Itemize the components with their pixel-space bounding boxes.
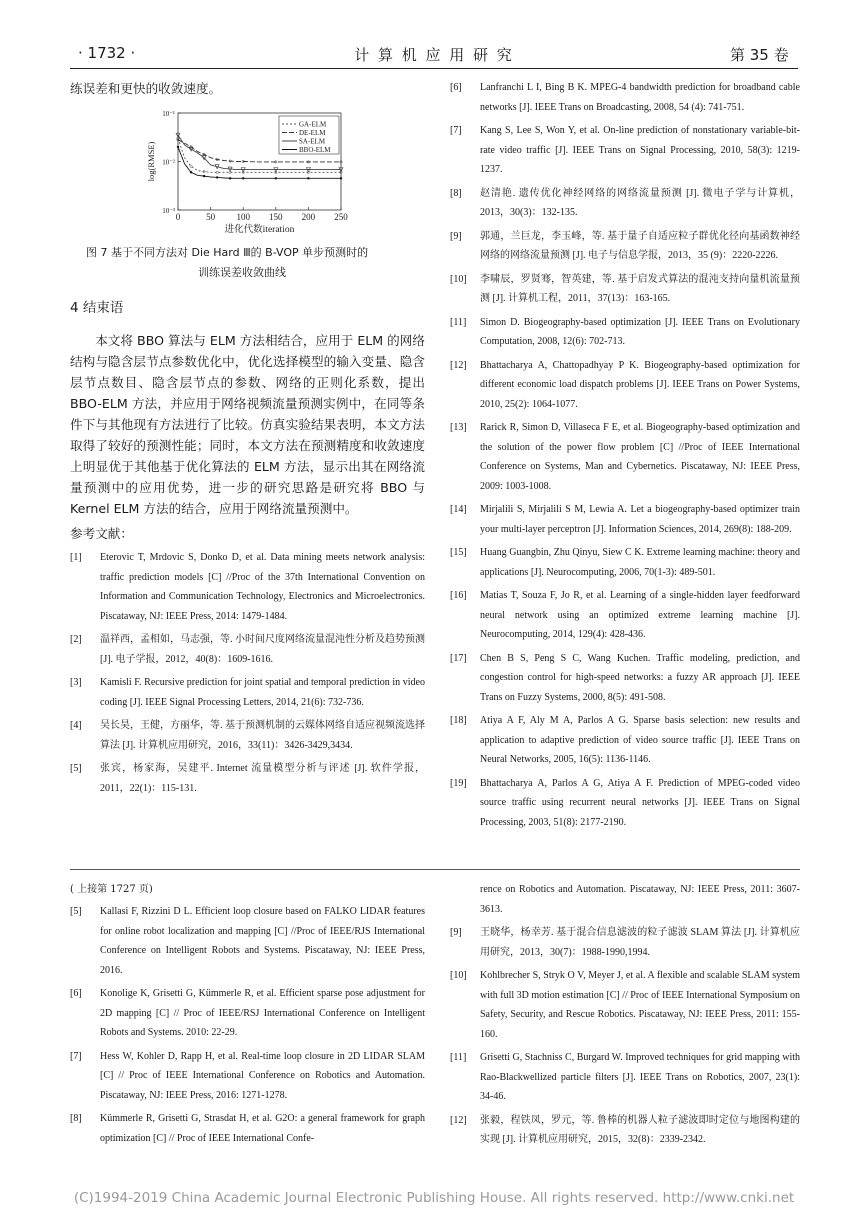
reference-item bbox=[450, 227, 800, 266]
reference-text: Lanfranchi L I, Bing B K. MPEG-4 bandwidth prediction for broadband cable networks [J]. IEEE Trans on Broadcasting, 2008, 54 (4): 741-751. bbox=[480, 82, 800, 113]
legend-label: SA-ELM bbox=[299, 137, 326, 146]
data-point bbox=[275, 177, 277, 179]
reference-item bbox=[450, 313, 800, 352]
reference-text: Bhattacharya A, Chattopadhyay P K. Biogeography-based optimization for different economic load dispatch problems [J]. IEEE Trans on Power Systems, 2010, 25(2): 1064-1077. bbox=[480, 359, 800, 410]
reference-number: [10] bbox=[450, 273, 467, 285]
reference-item bbox=[450, 500, 800, 539]
reference-text: Konolige K, Grisetti G, Kümmerle R, et al. Efficient sparse pose adjustment for 2D mapping [C] // Proc of IEEE/RSJ International Conference on Intelligent Robots and Systems. 2010: 22-29. bbox=[100, 988, 425, 1038]
reference-number: [9] bbox=[450, 230, 462, 242]
reference-item bbox=[450, 270, 800, 309]
continued-left bbox=[70, 880, 425, 1152]
reference-text: Rarick R, Simon D, Villaseca F E, et al. Biogeography-based optimization and the solution of the power flow problem [C] //Proc of IEEE International Conference on Systems, Man and Cybernetics. Piscataway, NJ: IEEE Press, 2009: 1003-1008. bbox=[480, 422, 800, 492]
reference-item bbox=[450, 1048, 800, 1107]
reference-item bbox=[70, 1047, 425, 1106]
reference-number: [8] bbox=[450, 187, 462, 199]
reference-number: [12] bbox=[450, 359, 467, 371]
x-tick-label: 200 bbox=[301, 212, 316, 222]
reference-number: [7] bbox=[450, 125, 462, 136]
journal-title: 计 算 机 应 用 研 究 bbox=[354, 46, 514, 64]
reference-number: [14] bbox=[450, 504, 467, 515]
conclusion-body bbox=[70, 330, 425, 519]
reference-text: 李啸辰，罗贤骞，智英建，等. 基于启发式算法的混沌支持向量机流量预测 [J]. 计算机工程，2011，37(13)：163-165. bbox=[480, 273, 800, 304]
data-point bbox=[229, 177, 231, 179]
reference-number: [4] bbox=[70, 720, 82, 731]
continued-right bbox=[450, 880, 800, 1154]
reference-number: [6] bbox=[450, 82, 462, 93]
reference-text: Matias T, Souza F, Jo R, et al. Learning of a single-hidden layer feedforward neural network using an optimized extreme learning machine [J]. Neurocomputing, 2014, 129(4): 428-436. bbox=[480, 590, 800, 640]
reference-number: [8] bbox=[70, 1113, 82, 1124]
figure-caption-line1: 图 7 基于不同方法对 Die Hard Ⅲ的 B-VOP 单步预测时的 bbox=[86, 246, 369, 259]
reference-text: 张毅，程铁凤，罗元，等. 鲁棒的机器人粒子滤波即时定位与地图构建的实现 [J]. 计算机应用研究，2015，32(8)：2339-2342. bbox=[480, 1114, 800, 1145]
legend-label: DE-ELM bbox=[299, 129, 326, 137]
reference-text: Kang S, Lee S, Won Y, et al. On-line prediction of nonstationary variable-bit-rate video traffic [J]. IEEE Trans on Signal Processing, 2010, 58(3): 1219-1237. bbox=[480, 125, 800, 175]
left-column bbox=[70, 78, 425, 99]
reference-text: Atiya A F, Aly M A, Parlos A G. Sparse basis selection: new results and application to adaptive prediction of video source traffic [J]. IEEE Trans on Neural Networks, 2005, 16(5): 1136-1146. bbox=[480, 715, 800, 765]
convergence-chart bbox=[140, 105, 355, 240]
reference-number: [12] bbox=[450, 1114, 467, 1126]
right-column bbox=[450, 78, 800, 836]
section-divider bbox=[70, 869, 800, 870]
reference-item bbox=[450, 774, 800, 833]
reference-item bbox=[450, 586, 800, 645]
reference-number: [5] bbox=[70, 906, 82, 917]
reference-item bbox=[450, 649, 800, 708]
y-tick-label: 10⁻² bbox=[162, 158, 175, 167]
legend-label: GA-ELM bbox=[299, 120, 327, 129]
reference-number: [1] bbox=[70, 552, 82, 563]
x-axis-label: 进化代数iteration bbox=[224, 225, 295, 235]
references-right-list bbox=[450, 78, 800, 832]
reference-item bbox=[450, 418, 800, 496]
data-point bbox=[216, 176, 218, 178]
data-point bbox=[340, 177, 342, 179]
reference-text: 张宾，杨家海，吴建平. Internet 流量模型分析与评述 [J]. 软件学报，2011，22(1)：115-131. bbox=[100, 763, 425, 794]
reference-text: Grisetti G, Stachniss C, Burgard W. Improved techniques for grid mapping with Rao-Blackwellized particle filters [J]. IEEE Trans on Robotics, 2007, 23(1): 34-46. bbox=[480, 1052, 800, 1102]
reference-number: [15] bbox=[450, 547, 467, 558]
reference-text: Kümmerle R, Grisetti G, Strasdat H, et al. G2O: a general framework for graph optimization [C] // Proc of IEEE International Confe- bbox=[100, 1113, 425, 1144]
reference-text: Hess W, Kohler D, Rapp H, et al. Real-time loop closure in 2D LIDAR SLAM [C] // Proc of IEEE International Conference on Robotics and Automation. Piscataway, NJ: IEEE Press, 2016: 1271-1278. bbox=[100, 1050, 425, 1101]
x-tick-label: 100 bbox=[236, 212, 250, 222]
reference-number: [5] bbox=[70, 763, 82, 774]
reference-number: [16] bbox=[450, 590, 467, 601]
reference-number: [13] bbox=[450, 422, 467, 433]
reference-text: 赵清艳. 遗传优化神经网络的网络流量预测 [J]. 微电子学与计算机，2013，30(3)：132-135. bbox=[480, 187, 800, 218]
reference-number: [18] bbox=[450, 715, 467, 726]
conclusion-paragraph: 本文将 BBO 算法与 ELM 方法相结合，应用于 ELM 的网络结构与隐含层节点参数优化中，优化选择模型的输入变量、隐含层节点数目、隐含层节点的参数、网络的正则化系数，提出 BBO-ELM 方法，并应用于网络视频流量预测实例中，在同等条件下与其他现有方法进行了比较。仿真实验结果表明，本文方法取得了较好的预测性能；同时，本文方法在预测精度和收敛速度上明显优于其他基于优化算法的 ELM 方法，显示出其在网络流量预测中的应用优势，进一步的研究思路是研究将 BBO 与 Kernel ELM 方法的结合，应用于网络流量预测中。 bbox=[70, 333, 425, 516]
reference-item bbox=[70, 759, 425, 798]
y-tick-label: 10⁻³ bbox=[162, 207, 175, 215]
reference-text: 温祥西，孟相如，马志强，等. 小时间尺度网络流量混沌性分析及趋势预测 [J]. 电子学报，2012，40(8)：1609-1616. bbox=[100, 634, 425, 665]
reference-text: Mirjalili S, Mirjalili S M, Lewia A. Let a biogeography-based optimizer train your multi-layer perceptron [J]. Information Sciences, 2014, 269(8): 188-209. bbox=[480, 504, 800, 535]
reference-item bbox=[450, 711, 800, 770]
reference-item bbox=[70, 716, 425, 755]
x-tick-label: 50 bbox=[206, 212, 216, 222]
reference-number: [3] bbox=[70, 677, 82, 688]
page-number: · 1732 · bbox=[78, 44, 136, 62]
reference-item bbox=[70, 630, 425, 669]
x-tick-label: 0 bbox=[175, 212, 181, 222]
intro-line: 练误差和更快的收敛速度。 bbox=[70, 81, 222, 96]
reference-number: [9] bbox=[450, 927, 462, 938]
reference-number: [7] bbox=[70, 1050, 82, 1062]
reference-item bbox=[450, 1111, 800, 1150]
figure-caption-line2: 训练误差收敛曲线 bbox=[198, 266, 286, 279]
reference-item bbox=[70, 673, 425, 712]
reference-item bbox=[450, 966, 800, 1044]
reference-text: Eterovic T, Mrdovic S, Donko D, et al. Data mining meets network analysis: traffic prediction models [C] //Proc of the 37th International Convention on Information and Communication Technology, Electronics and Microelectronics. Piscataway, NJ: IEEE Press, 2014: 1479-1484. bbox=[100, 552, 425, 622]
data-point bbox=[190, 165, 192, 167]
continued-note: ( 上接第 1727 页) bbox=[70, 884, 153, 895]
y-tick-label: 10⁻¹ bbox=[162, 110, 175, 118]
x-tick-label: 250 bbox=[334, 212, 348, 222]
section-title: 4 结束语 bbox=[70, 300, 124, 316]
volume-label: 第 35 卷 bbox=[730, 46, 789, 64]
reference-text: Chen B S, Peng S C, Wang Kuchen. Traffic modeling, prediction, and congestion control for high-speed networks: a fuzzy AR approach [J]. IEEE Trans on Fuzzy Systems, 2000, 8(5): 491-508. bbox=[480, 652, 800, 703]
data-point bbox=[307, 177, 309, 179]
reference-text: 郭通，兰巨龙，李玉峰，等. 基于量子自适应粒子群优化径向基函数神经网络的网络流量预测 [J]. 电子与信息学报，2013，35 (9)：2220-2226. bbox=[480, 230, 800, 261]
reference-item bbox=[450, 543, 800, 582]
data-point bbox=[203, 175, 205, 177]
continued-right-list bbox=[450, 923, 800, 1150]
reference-text: Kallasi F, Rizzini D L. Efficient loop closure based on FALKO LIDAR features for online robot localization and mapping [C] //Proc of IEEE/RJS International Conference on Intelligent Robots and Systems. Piscataway, NJ: IEEE Press, 2016. bbox=[100, 906, 425, 976]
references-left-list bbox=[70, 548, 425, 798]
reference-item bbox=[450, 923, 800, 962]
continued-lead-text: rence on Robotics and Automation. Piscataway, NJ: IEEE Press, 2011: 3607-3613. bbox=[480, 884, 800, 915]
reference-number: [19] bbox=[450, 777, 467, 789]
reference-item bbox=[450, 184, 800, 223]
reference-number: [11] bbox=[450, 316, 467, 328]
reference-item bbox=[450, 356, 800, 415]
reference-item bbox=[70, 548, 425, 626]
references-heading: 参考文献： bbox=[70, 526, 133, 541]
copyright-footer: (C)1994-2019 China Academic Journal Electronic Publishing House. All rights reserved. http://www.cnki.net bbox=[73, 1190, 795, 1206]
reference-item bbox=[70, 902, 425, 980]
reference-item bbox=[70, 984, 425, 1043]
reference-number: [10] bbox=[450, 970, 467, 981]
data-point bbox=[242, 177, 244, 179]
conclusion-section bbox=[70, 296, 425, 802]
reference-number: [17] bbox=[450, 652, 467, 664]
reference-text: 王晓华，杨幸芳. 基于混合信息滤波的粒子滤波 SLAM 算法 [J]. 计算机应用研究，2013，30(7)：1988-1990,1994. bbox=[480, 927, 800, 958]
x-tick-label: 150 bbox=[269, 212, 283, 222]
data-point bbox=[177, 146, 179, 148]
reference-item bbox=[450, 78, 800, 117]
reference-text: Bhattacharya A, Parlos A G, Atiya A F. Prediction of MPEG-coded video source traffic using recurrent neural networks [J]. IEEE Trans on Signal Processing, 2003, 51(8): 2177-2190. bbox=[480, 777, 800, 828]
reference-text: Huang Guangbin, Zhu Qinyu, Siew C K. Extreme learning machine: theory and applications [J]. Neurocomputing, 2006, 70(1-3): 489-501. bbox=[480, 547, 800, 578]
reference-number: [11] bbox=[450, 1052, 467, 1063]
reference-text: 吴长昊，王健，方丽华，等. 基于预测机制的云媒体网络自适应视频流选择算法 [J]. 计算机应用研究，2016，33(11)：3426-3429,3434. bbox=[100, 720, 425, 751]
continued-left-list bbox=[70, 902, 425, 1148]
reference-text: Simon D. Biogeography-based optimization [J]. IEEE Trans on Evolutionary Computation, 2008, 12(6): 702-713. bbox=[480, 316, 800, 347]
y-axis-label: log(RMSE) bbox=[146, 141, 156, 182]
reference-text: Kohlbrecher S, Stryk O V, Meyer J, et al. A flexible and scalable SLAM system with full 3D motion estimation [C] // Proc of IEEE International Symposium on Safety, Security, and Rescue Robotics. Piscataway, NJ: IEEE Press, 2011: 155-160. bbox=[480, 970, 800, 1040]
reference-item bbox=[70, 1109, 425, 1148]
reference-item bbox=[450, 121, 800, 180]
reference-number: [6] bbox=[70, 988, 82, 999]
reference-text: Kamisli F. Recursive prediction for joint spatial and temporal prediction in video coding [J]. IEEE Signal Processing Letters, 2014, 21(6): 732-736. bbox=[100, 677, 425, 708]
reference-number: [2] bbox=[70, 634, 82, 645]
header-rule bbox=[70, 68, 798, 69]
data-point bbox=[190, 171, 192, 173]
figure-7 bbox=[140, 105, 355, 240]
legend-label: BBO-ELM bbox=[299, 146, 331, 154]
